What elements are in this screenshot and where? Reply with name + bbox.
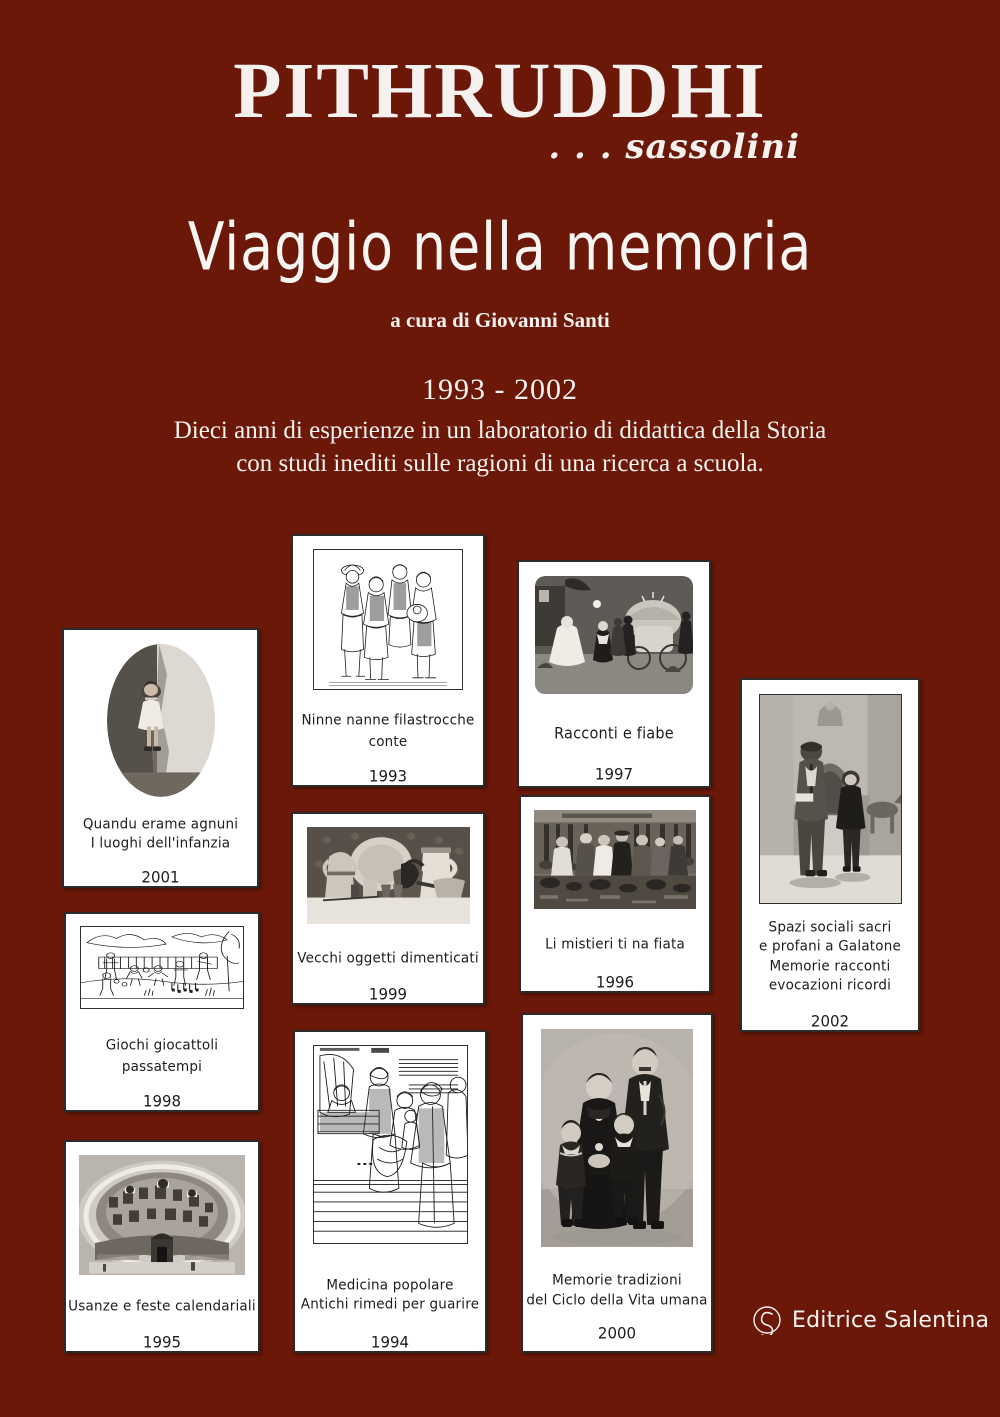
card-caption-line-1: Usanze e feste calendariali [68, 1297, 256, 1316]
blurb-line-2: con studi inediti sulle ragioni di una ricerca a scuola. [236, 450, 764, 477]
title-block [0, 0, 1000, 480]
card-image-engraving-children [313, 549, 463, 690]
card-year: 1994 [370, 1332, 410, 1352]
card-caption-line-4: evocazioni ricordi [768, 976, 892, 995]
card-spazi-sociali[interactable] [740, 678, 920, 1032]
subtitle: Viaggio nella memoria [187, 209, 813, 287]
card-year: 1995 [142, 1332, 182, 1352]
card-medicina-popolare[interactable] [293, 1030, 487, 1353]
card-caption-line-1: Giochi giocattoli passatempi [105, 1036, 219, 1075]
card-image-engraving-carriage-night [535, 576, 693, 694]
card-image-engraving-town-aerial [79, 1155, 245, 1275]
card-caption-line-1: Spazi sociali sacri [768, 918, 892, 936]
publisher-block [752, 1305, 989, 1335]
card-image-oval-photo-child [107, 644, 215, 797]
card-ninne-nanne[interactable] [291, 534, 485, 787]
card-year: 2002 [810, 1011, 850, 1031]
card-racconti-e-fiabe[interactable] [517, 560, 711, 788]
page-title: PITHRUDDHI [233, 48, 767, 135]
year-range: 1993 - 2002 [422, 373, 578, 406]
blurb-line-1: Dieci anni di esperienze in un laboratorio di didattica della Storia [173, 417, 827, 444]
title-suffix: . . . sassolini [548, 127, 800, 167]
card-year: 1993 [368, 766, 408, 786]
card-giochi-giocattoli[interactable] [64, 912, 260, 1112]
card-year: 2001 [141, 867, 180, 887]
card-caption-line-1: Vecchi oggetti dimenticati [297, 949, 479, 968]
card-quandu-erame-agnuni[interactable] [62, 628, 259, 888]
card-caption-line-2: I luoghi dell'infanzia [90, 834, 231, 853]
card-caption-line-2: Antichi rimedi per guarire [300, 1295, 480, 1314]
card-usanze-feste[interactable] [64, 1140, 260, 1353]
card-year: 1998 [142, 1091, 182, 1111]
card-caption-line-2: e profani a Galatone [758, 937, 902, 955]
card-year: 1997 [594, 764, 634, 784]
card-caption-line-1: Memorie tradizioni [552, 1271, 682, 1289]
card-caption-line-1: Ninne nanne filastrocche conte [301, 711, 475, 750]
card-year: 1999 [368, 984, 408, 1004]
card-image-photo-street-man-girl [759, 694, 902, 904]
circled-s-logo-icon [752, 1305, 782, 1335]
card-memorie-tradizioni[interactable] [521, 1013, 713, 1353]
card-li-mistieri[interactable] [519, 795, 711, 993]
card-image-engraving-children-playing [80, 926, 244, 1009]
editor-credit: a cura di Giovanni Santi [390, 308, 610, 332]
card-caption-line-1: Li mistieri ti na fiata [545, 935, 685, 954]
card-caption-line-3: Memorie racconti [769, 957, 891, 975]
card-vecchi-oggetti[interactable] [291, 812, 485, 1005]
card-caption-line-2: del Ciclo della Vita umana [526, 1290, 708, 1309]
card-year: 1996 [595, 972, 635, 992]
card-image-photo-family-portrait [541, 1029, 693, 1247]
card-caption-line-1: Racconti e fiabe [554, 725, 674, 743]
card-caption-line-1: Quandu erame agnuni [82, 815, 239, 833]
card-caption-line-1: Medicina popolare [326, 1276, 454, 1294]
card-image-photo-still-life-pottery [307, 827, 470, 924]
card-image-woodcut-sickroom [313, 1045, 468, 1244]
card-year: 2000 [597, 1323, 637, 1343]
card-image-photo-artisans-group [534, 810, 696, 909]
publisher-name: Editrice Salentina [792, 1307, 990, 1333]
